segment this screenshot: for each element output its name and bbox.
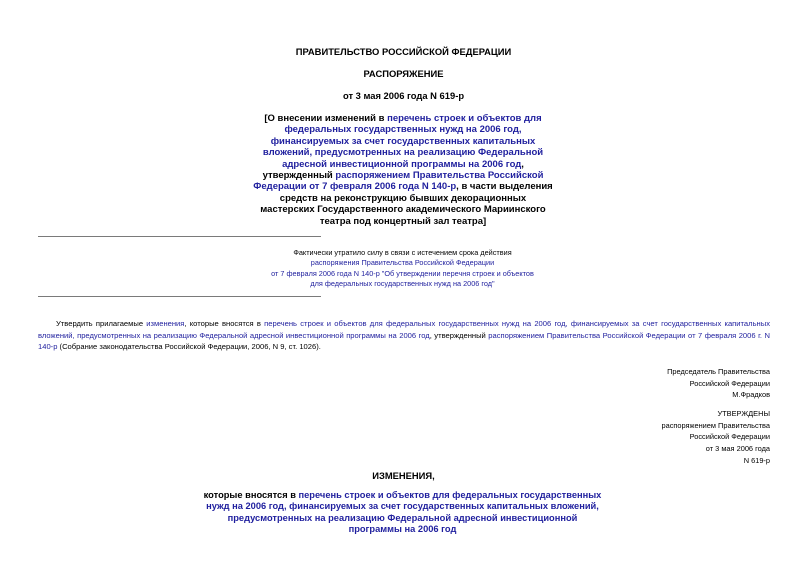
signature-name: М.Фрадков bbox=[732, 390, 770, 400]
subject-list-link[interactable]: перечень строек и объектов для федеральных государственных нужд на 2006 год, финансируемых за счет государственных капитальных вложений, предусмотренных на реализацию Федеральной адресной инвестиционной программы на 2006 год bbox=[262, 113, 544, 170]
body-text-4: (Собрание законодательства Российской Федерации, 2006, N 9, ст. 1026). bbox=[57, 342, 321, 352]
signature-country: Российской Федерации bbox=[689, 378, 770, 388]
government-heading: ПРАВИТЕЛЬСТВО РОССИЙСКОЙ ФЕДЕРАЦИИ bbox=[295, 46, 512, 57]
subject-close-text: , в части выделения средств на реконструкцию бывших декорационных мастерских Государственного академического Мариинского театра под концертный зал театра] bbox=[260, 181, 553, 227]
approval-line-3: Российской Федерации bbox=[689, 432, 770, 442]
signature-position: Председатель Правительства bbox=[667, 367, 770, 376]
note-bottom-divider bbox=[38, 296, 321, 297]
note-line: Фактически утратило силу в связи с истечением срока действия bbox=[293, 248, 512, 257]
changes-pre-text: которые вносятся в bbox=[203, 490, 299, 500]
body-text-3: , утвержденный bbox=[429, 330, 489, 340]
note-link-line-1[interactable]: распоряжения Правительства Российской Федерации bbox=[310, 258, 495, 268]
approval-block bbox=[560, 408, 770, 467]
signature-block bbox=[560, 366, 770, 401]
body-list-link[interactable]: перечень строек и объектов для федеральных государственных нужд на 2006 год, финансируемых за счет государственных капитальных вложений, предусмотренных на реализацию Федеральной адресной инвестиционной программы на 2006 год bbox=[38, 319, 770, 340]
order-body-paragraph bbox=[38, 318, 770, 353]
body-text-2: , которые вносятся в bbox=[184, 319, 265, 328]
note-top-divider bbox=[38, 236, 321, 237]
approval-line-5: N 619-р bbox=[743, 455, 770, 465]
changes-list-link[interactable]: перечень строек и объектов для федеральных государственных нужд на 2006 год, финансируемых за счет государственных капитальных вложений, предусмотренных на реализацию Федеральной адресной инвестиционной программы на 2006 год bbox=[206, 490, 602, 535]
approval-line-2: распоряжением Правительства bbox=[661, 420, 770, 430]
status-note bbox=[255, 248, 550, 290]
document-type-heading: РАСПОРЯЖЕНИЕ bbox=[363, 68, 444, 79]
note-link-line-3[interactable]: для федеральных государственных нужд на 2006 год" bbox=[310, 279, 495, 289]
date-number-heading: от 3 мая 2006 года N 619-р bbox=[342, 90, 465, 101]
body-order-link[interactable]: распоряжением Правительства Российской Федерации от 7 февраля 2006 г. N 140-р bbox=[38, 330, 770, 352]
approval-title: УТВЕРЖДЕНЫ bbox=[717, 409, 770, 418]
body-text-1: Утвердить прилагаемые bbox=[56, 319, 147, 328]
subject-mid-text: , утвержденный bbox=[262, 158, 524, 182]
approval-line-4: от 3 мая 2006 года bbox=[705, 444, 770, 454]
note-link-line-2[interactable]: от 7 февраля 2006 года N 140-р "Об утверждении перечня строек и объектов bbox=[271, 268, 534, 278]
changes-subtitle bbox=[200, 490, 605, 536]
document-subject bbox=[253, 113, 553, 227]
subject-open-text: [О внесении изменений в bbox=[264, 113, 388, 124]
body-changes-link[interactable]: изменения bbox=[146, 319, 185, 328]
subject-order-link[interactable]: распоряжением Правительства Российской Федерации от 7 февраля 2006 года N 140-р bbox=[253, 170, 544, 193]
changes-title: ИЗМЕНЕНИЯ, bbox=[372, 470, 435, 481]
